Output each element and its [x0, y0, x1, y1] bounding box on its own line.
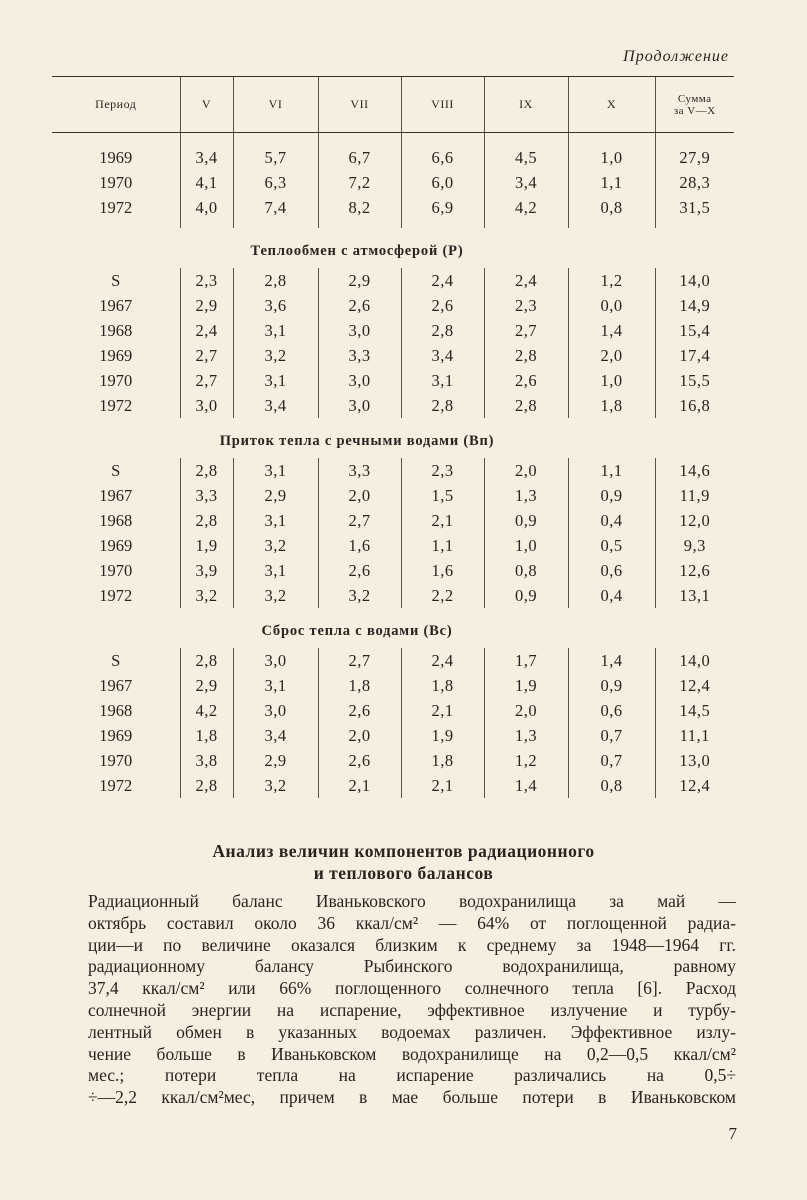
row-value: 2,4	[180, 318, 233, 343]
row-value: 4,1	[180, 170, 233, 195]
row-value: 1,1	[568, 458, 655, 483]
row-value: 3,0	[318, 318, 401, 343]
row-period: 1972	[99, 395, 133, 415]
row-sum: 27,9	[655, 145, 734, 170]
row-sum: 14,0	[655, 648, 734, 673]
row-value: 2,7	[318, 508, 401, 533]
spacer-cell	[568, 220, 655, 228]
spacer-cell	[180, 133, 233, 146]
row-value: 1,2	[484, 748, 568, 773]
row-period: 1970	[99, 560, 133, 580]
table-row	[52, 458, 734, 483]
section-title-cell	[52, 608, 734, 648]
row-sum: 16,8	[655, 393, 734, 418]
row-period: 1972	[99, 775, 133, 795]
row-value: 3,2	[233, 533, 318, 558]
row-value: 0,9	[484, 508, 568, 533]
table-row	[52, 145, 734, 170]
row-period: 1972	[99, 585, 133, 605]
row-period: 1967	[99, 295, 133, 315]
row-value: 3,3	[180, 483, 233, 508]
table-row	[52, 583, 734, 608]
row-value: 3,9	[180, 558, 233, 583]
row-value: 2,7	[180, 343, 233, 368]
table-row	[52, 483, 734, 508]
header-sum-line1: Сумма	[677, 92, 712, 105]
row-value: 2,4	[484, 268, 568, 293]
paragraph-line: 37,4 ккал/см² или 66% поглощенного солнечного тепла [6]. Расход	[88, 978, 736, 999]
row-value: 2,4	[401, 268, 484, 293]
row-value: 2,8	[233, 268, 318, 293]
section-title-cell	[52, 228, 734, 268]
paragraph-line: радиационному балансу Рыбинского водохранилища, равному	[88, 956, 736, 977]
row-period: 1969	[99, 345, 133, 365]
row-value: 1,6	[401, 558, 484, 583]
row-value: 2,0	[568, 343, 655, 368]
row-value: 2,8	[180, 773, 233, 798]
table-row	[52, 268, 734, 293]
row-value: 6,6	[401, 145, 484, 170]
paragraph-line: солнечной энергии на испарение, эффективное излучение и турбу-	[88, 999, 736, 1020]
row-sum: 14,6	[655, 458, 734, 483]
row-period: 1969	[99, 147, 133, 167]
table-row	[52, 558, 734, 583]
row-value: 2,9	[180, 673, 233, 698]
row-sum: 13,0	[655, 748, 734, 773]
row-value: 5,7	[233, 145, 318, 170]
row-value: 0,7	[568, 723, 655, 748]
row-value: 3,4	[233, 393, 318, 418]
row-value: 3,0	[233, 698, 318, 723]
row-value: 2,1	[401, 508, 484, 533]
spacer-row	[52, 220, 734, 228]
table-row	[52, 318, 734, 343]
row-value: 3,1	[233, 458, 318, 483]
row-period: 1970	[99, 370, 133, 390]
spacer-cell	[484, 133, 568, 146]
paragraph-line: октябрь составил около 36 ккал/см² — 64% от поглощенной радиа-	[88, 912, 736, 933]
spacer-cell	[401, 133, 484, 146]
row-value: 2,9	[233, 483, 318, 508]
row-value: 2,8	[180, 458, 233, 483]
row-value: 3,4	[401, 343, 484, 368]
table-row	[52, 533, 734, 558]
row-value: 1,4	[568, 648, 655, 673]
continuation-label: Продолжение	[623, 48, 729, 65]
row-period: S	[111, 650, 121, 670]
data-table	[52, 76, 734, 798]
row-value: 2,0	[318, 483, 401, 508]
paragraph-line: мес.; потери тепла на испарение различались на 0,5÷	[88, 1065, 736, 1086]
row-sum: 15,4	[655, 318, 734, 343]
row-sum: 13,1	[655, 583, 734, 608]
heading-line-2: и теплового балансов	[313, 863, 494, 883]
row-value: 4,5	[484, 145, 568, 170]
row-value: 3,4	[233, 723, 318, 748]
paragraph-line: Радиационный баланс Иваньковского водохранилища за май —	[88, 891, 736, 911]
row-value: 1,1	[401, 533, 484, 558]
row-period: 1968	[99, 700, 133, 720]
row-value: 2,8	[401, 318, 484, 343]
row-value: 3,0	[318, 393, 401, 418]
row-value: 3,8	[180, 748, 233, 773]
row-value: 1,3	[484, 723, 568, 748]
table-row	[52, 170, 734, 195]
row-value: 2,9	[233, 748, 318, 773]
row-sum: 11,9	[655, 483, 734, 508]
row-value: 2,8	[484, 343, 568, 368]
spacer-cell	[180, 220, 233, 228]
row-value: 3,2	[318, 583, 401, 608]
row-value: 4,0	[180, 195, 233, 220]
row-period: 1967	[99, 675, 133, 695]
row-value: 2,3	[484, 293, 568, 318]
row-value: 2,1	[318, 773, 401, 798]
row-period: 1970	[99, 750, 133, 770]
row-value: 1,4	[484, 773, 568, 798]
header-sum	[655, 77, 734, 133]
row-value: 0,8	[484, 558, 568, 583]
row-period: 1972	[99, 197, 133, 217]
row-value: 6,7	[318, 145, 401, 170]
row-value: 1,4	[568, 318, 655, 343]
spacer-cell	[484, 220, 568, 228]
row-value: 1,8	[568, 393, 655, 418]
row-sum: 15,5	[655, 368, 734, 393]
row-value: 1,8	[401, 673, 484, 698]
row-value: 2,8	[180, 508, 233, 533]
row-value: 0,0	[568, 293, 655, 318]
table-row	[52, 723, 734, 748]
row-value: 3,1	[401, 368, 484, 393]
row-sum: 14,5	[655, 698, 734, 723]
spacer-cell	[655, 133, 734, 146]
paragraph-line: ции—и по величине оказался близким к среднему за 1948—1964 гг.	[88, 934, 736, 955]
table-row	[52, 393, 734, 418]
row-value: 2,7	[180, 368, 233, 393]
header-month: VIII	[401, 77, 484, 133]
row-value: 2,8	[484, 393, 568, 418]
table-row	[52, 368, 734, 393]
spacer-cell	[655, 220, 734, 228]
row-value: 3,1	[233, 558, 318, 583]
row-value: 1,0	[568, 368, 655, 393]
section-title-row	[52, 228, 734, 268]
header-sum-line2: за V—X	[673, 104, 716, 117]
row-value: 2,6	[401, 293, 484, 318]
table-header-row	[52, 77, 734, 133]
table-row	[52, 508, 734, 533]
row-sum: 9,3	[655, 533, 734, 558]
spacer-cell	[568, 133, 655, 146]
row-value: 3,4	[180, 145, 233, 170]
row-value: 2,6	[484, 368, 568, 393]
heading-line-1: Анализ величин компонентов радиационного	[212, 841, 595, 861]
spacer-cell	[233, 220, 318, 228]
row-value: 1,0	[568, 145, 655, 170]
table-row	[52, 748, 734, 773]
row-value: 4,2	[484, 195, 568, 220]
row-value: 8,2	[318, 195, 401, 220]
row-value: 3,4	[484, 170, 568, 195]
row-value: 0,4	[568, 508, 655, 533]
header-month: VII	[318, 77, 401, 133]
row-value: 2,7	[318, 648, 401, 673]
row-sum: 11,1	[655, 723, 734, 748]
table-row	[52, 343, 734, 368]
row-value: 0,5	[568, 533, 655, 558]
table-row	[52, 698, 734, 723]
spacer-cell	[401, 220, 484, 228]
row-period: 1970	[99, 172, 133, 192]
row-value: 0,8	[568, 773, 655, 798]
header-period: Период	[52, 77, 180, 133]
row-value: 6,9	[401, 195, 484, 220]
row-sum: 12,0	[655, 508, 734, 533]
table-row	[52, 773, 734, 798]
row-value: 1,0	[484, 533, 568, 558]
row-value: 0,7	[568, 748, 655, 773]
row-value: 1,3	[484, 483, 568, 508]
row-value: 6,0	[401, 170, 484, 195]
row-value: 3,0	[318, 368, 401, 393]
row-period: 1968	[99, 320, 133, 340]
row-value: 0,9	[568, 673, 655, 698]
row-value: 4,2	[180, 698, 233, 723]
row-value: 3,2	[233, 583, 318, 608]
row-value: 0,9	[568, 483, 655, 508]
header-month: VI	[233, 77, 318, 133]
row-value: 3,6	[233, 293, 318, 318]
row-value: 3,1	[233, 508, 318, 533]
row-value: 3,3	[318, 458, 401, 483]
section-title: Теплообмен с атмосферой (P)	[250, 242, 464, 259]
header-month: IX	[484, 77, 568, 133]
spacer-cell	[318, 220, 401, 228]
row-value: 2,6	[318, 293, 401, 318]
row-value: 0,9	[484, 583, 568, 608]
row-value: 1,1	[568, 170, 655, 195]
table-row	[52, 673, 734, 698]
row-sum: 28,3	[655, 170, 734, 195]
row-value: 7,4	[233, 195, 318, 220]
section-title: Сброс тепла с водами (Bс)	[261, 622, 453, 639]
spacer-cell	[52, 220, 180, 228]
row-value: 1,8	[401, 748, 484, 773]
row-value: 2,6	[318, 558, 401, 583]
row-value: 2,1	[401, 773, 484, 798]
section-heading	[0, 840, 807, 884]
row-value: 0,6	[568, 698, 655, 723]
row-value: 1,9	[484, 673, 568, 698]
row-value: 3,2	[180, 583, 233, 608]
row-value: 2,7	[484, 318, 568, 343]
row-value: 2,9	[318, 268, 401, 293]
row-value: 3,0	[180, 393, 233, 418]
paragraph-line: лентный обмен в указанных водоемах различен. Эффективное излу-	[88, 1021, 736, 1042]
paragraph-line: чение больше в Иваньковском водохранилище на 0,2—0,5 ккал/см²	[88, 1043, 736, 1064]
spacer-cell	[52, 133, 180, 146]
table-row	[52, 195, 734, 220]
header-month: V	[180, 77, 233, 133]
row-value: 3,0	[233, 648, 318, 673]
section-title: Приток тепла с речными водами (Bп)	[219, 432, 495, 449]
row-period: 1969	[99, 725, 133, 745]
spacer-cell	[318, 133, 401, 146]
header-month: X	[568, 77, 655, 133]
row-value: 1,2	[568, 268, 655, 293]
row-sum: 14,0	[655, 268, 734, 293]
row-period: S	[111, 270, 121, 290]
row-value: 2,4	[401, 648, 484, 673]
row-value: 0,4	[568, 583, 655, 608]
row-sum: 12,4	[655, 673, 734, 698]
row-value: 1,8	[180, 723, 233, 748]
row-value: 2,3	[401, 458, 484, 483]
row-value: 1,6	[318, 533, 401, 558]
row-value: 3,1	[233, 318, 318, 343]
row-value: 1,9	[401, 723, 484, 748]
spacer-cell	[233, 133, 318, 146]
row-value: 2,3	[180, 268, 233, 293]
row-value: 2,8	[401, 393, 484, 418]
row-period: 1969	[99, 535, 133, 555]
row-value: 2,0	[484, 698, 568, 723]
row-value: 2,9	[180, 293, 233, 318]
row-value: 3,1	[233, 673, 318, 698]
row-value: 2,8	[180, 648, 233, 673]
row-value: 1,8	[318, 673, 401, 698]
spacer-row	[52, 133, 734, 146]
row-period: S	[111, 460, 121, 480]
paragraph-line: ÷—2,2 ккал/см²мес, причем в мае больше потери в Иваньковском	[88, 1087, 736, 1108]
section-title-row	[52, 608, 734, 648]
table-row	[52, 293, 734, 318]
section-title-cell	[52, 418, 734, 458]
row-period: 1967	[99, 485, 133, 505]
row-sum: 17,4	[655, 343, 734, 368]
row-value: 3,2	[233, 773, 318, 798]
row-value: 3,3	[318, 343, 401, 368]
row-sum: 12,6	[655, 558, 734, 583]
table-row	[52, 648, 734, 673]
row-sum: 14,9	[655, 293, 734, 318]
row-value: 2,0	[484, 458, 568, 483]
row-value: 2,6	[318, 698, 401, 723]
row-value: 0,8	[568, 195, 655, 220]
row-sum: 31,5	[655, 195, 734, 220]
row-value: 6,3	[233, 170, 318, 195]
body-paragraph	[88, 891, 736, 1109]
row-value: 2,0	[318, 723, 401, 748]
row-value: 1,7	[484, 648, 568, 673]
row-value: 0,6	[568, 558, 655, 583]
row-sum: 12,4	[655, 773, 734, 798]
row-value: 3,2	[233, 343, 318, 368]
row-value: 3,1	[233, 368, 318, 393]
row-value: 2,6	[318, 748, 401, 773]
row-value: 2,1	[401, 698, 484, 723]
page-number: 7	[728, 1124, 737, 1143]
row-value: 7,2	[318, 170, 401, 195]
row-value: 2,2	[401, 583, 484, 608]
section-title-row	[52, 418, 734, 458]
row-value: 1,9	[180, 533, 233, 558]
row-period: 1968	[99, 510, 133, 530]
row-value: 1,5	[401, 483, 484, 508]
